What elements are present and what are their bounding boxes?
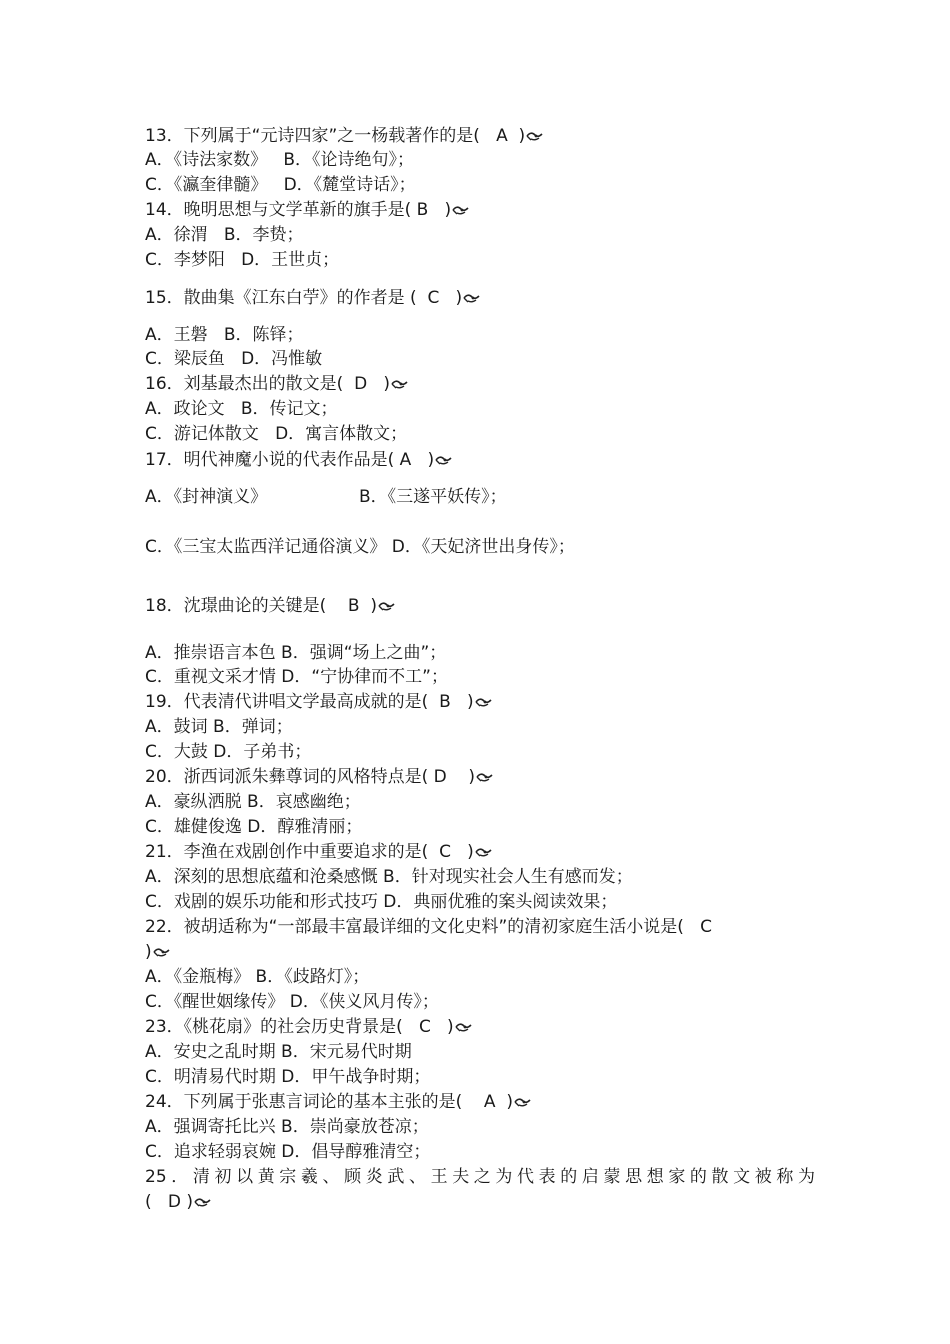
paragraph-mark-icon — [451, 204, 471, 216]
text-line — [145, 691, 815, 713]
text-line — [145, 149, 815, 171]
text-line — [145, 125, 815, 147]
line-text: A．推崇语言本色 B．强调“场上之曲”； — [145, 643, 447, 663]
text-line — [145, 174, 815, 196]
line-text: A．豪纵洒脱 B．哀感幽绝； — [145, 792, 361, 812]
line-text: C．《瀛奎律髓》 D．《麓堂诗话》； — [145, 175, 416, 195]
text-line — [145, 991, 815, 1013]
text-line — [145, 398, 815, 420]
line-text: A．深刻的思想底蕴和沧桑感慨 B．针对现实社会人生有感而发； — [145, 867, 633, 887]
text-line — [145, 1141, 815, 1163]
line-text: 13．下列属于“元诗四家”之一杨载著作的是( A ) — [145, 126, 526, 146]
line-text: 19．代表清代讲唱文学最高成就的是( B ) — [145, 692, 474, 712]
text-line — [145, 423, 815, 445]
text-line — [145, 348, 815, 370]
line-text: A．鼓词 B．弹词； — [145, 717, 293, 737]
text-line — [145, 716, 815, 738]
text-line — [145, 791, 815, 813]
line-text: C．明清易代时期 D．甲午战争时期； — [145, 1067, 431, 1087]
text-line — [145, 199, 815, 221]
paragraph-mark-icon — [474, 696, 494, 708]
paragraph-mark-icon — [462, 292, 482, 304]
line-text: A．徐渭 B．李贽； — [145, 225, 304, 245]
line-text: A．《金瓶梅》 B．《歧路灯》； — [145, 967, 370, 987]
line-text: C．《醒世姻缘传》 D．《侠义风月传》； — [145, 992, 439, 1012]
line-text: C．大鼓 D．子弟书； — [145, 742, 312, 762]
line-text: 21．李渔在戏剧创作中重要追求的是( C ) — [145, 842, 474, 862]
text-line — [145, 1191, 815, 1213]
text-line — [145, 224, 815, 246]
text-line — [145, 666, 815, 688]
line-text: 25．清初以黄宗羲、顾炎武、王夫之为代表的启蒙思想家的散文被称为 — [145, 1167, 815, 1187]
line-text: A．安史之乱时期 B．宋元易代时期 — [145, 1042, 412, 1062]
text-line — [145, 766, 815, 788]
paragraph-mark-icon — [525, 130, 545, 142]
line-text: A．《诗法家数》 B．《论诗绝句》； — [145, 150, 415, 170]
paragraph-mark-icon — [152, 946, 172, 958]
line-text: ) — [145, 942, 152, 962]
paragraph-mark-icon — [454, 1021, 474, 1033]
text-line — [145, 287, 815, 309]
line-text: 17．明代神魔小说的代表作品是( A ) — [145, 450, 435, 470]
line-text: A．《封神演义》 B．《三遂平妖传》； — [145, 487, 507, 507]
line-text: A．王磐 B．陈铎； — [145, 325, 304, 345]
text-line — [145, 1166, 815, 1188]
text-line — [145, 891, 815, 913]
text-line — [145, 941, 815, 963]
paragraph-mark-icon — [390, 378, 410, 390]
line-text: C．戏剧的娱乐功能和形式技巧 D．典丽优雅的案头阅读效果； — [145, 892, 618, 912]
line-text: 23．《桃花扇》的社会历史背景是( C ) — [145, 1017, 454, 1037]
text-line — [145, 595, 815, 617]
paragraph-mark-icon — [434, 454, 454, 466]
text-line — [145, 449, 815, 471]
line-text: 14．晚明思想与文学革新的旗手是( B ) — [145, 200, 452, 220]
line-text: A．强调寄托比兴 B．崇尚豪放苍凉； — [145, 1117, 429, 1137]
text-line — [145, 1041, 815, 1063]
line-text: 20．浙西词派朱彝尊词的风格特点是( D ) — [145, 767, 476, 787]
line-text: C．追求轻弱哀婉 D．倡导醇雅清空； — [145, 1142, 431, 1162]
text-line — [145, 642, 815, 664]
text-line — [145, 816, 815, 838]
text-line — [145, 741, 815, 763]
text-line — [145, 916, 815, 938]
line-text: 16．刘基最杰出的散文是( D ) — [145, 374, 391, 394]
text-line — [145, 1116, 815, 1138]
paragraph-mark-icon — [513, 1096, 533, 1108]
text-line — [145, 1066, 815, 1088]
line-text: 18．沈璟曲论的关键是( B ) — [145, 596, 377, 616]
line-text: C．游记体散文 D．寓言体散文； — [145, 424, 408, 444]
paragraph-mark-icon — [377, 600, 397, 612]
text-line — [145, 324, 815, 346]
line-text: C．雄健俊逸 D．醇雅清丽； — [145, 817, 363, 837]
text-line — [145, 866, 815, 888]
line-text: C．李梦阳 D．王世贞； — [145, 250, 340, 270]
line-text: C．重视文采才情 D．“宁协律而不工”； — [145, 667, 448, 687]
text-line — [145, 373, 815, 395]
line-text: 22．被胡适称为“一部最丰富最详细的文化史料”的清初家庭生活小说是( C — [145, 917, 712, 937]
text-line — [145, 966, 815, 988]
paragraph-mark-icon — [474, 846, 494, 858]
paragraph-mark-icon — [193, 1196, 213, 1208]
line-text: C．《三宝太监西洋记通俗演义》 D．《天妃济世出身传》； — [145, 537, 575, 557]
text-line — [145, 1016, 815, 1038]
line-text: ( D ) — [145, 1192, 193, 1212]
text-line — [145, 536, 815, 558]
line-text: A．政论文 B．传记文； — [145, 399, 338, 419]
paragraph-mark-icon — [475, 771, 495, 783]
line-text: 15．散曲集《江东白苧》的作者是 ( C ) — [145, 288, 463, 308]
text-line — [145, 1091, 815, 1113]
text-line — [145, 486, 815, 508]
line-text: C．梁辰鱼 D．冯惟敏 — [145, 349, 323, 369]
text-line — [145, 249, 815, 271]
line-text: 24．下列属于张惠言词论的基本主张的是( A ) — [145, 1092, 513, 1112]
text-line — [145, 841, 815, 863]
